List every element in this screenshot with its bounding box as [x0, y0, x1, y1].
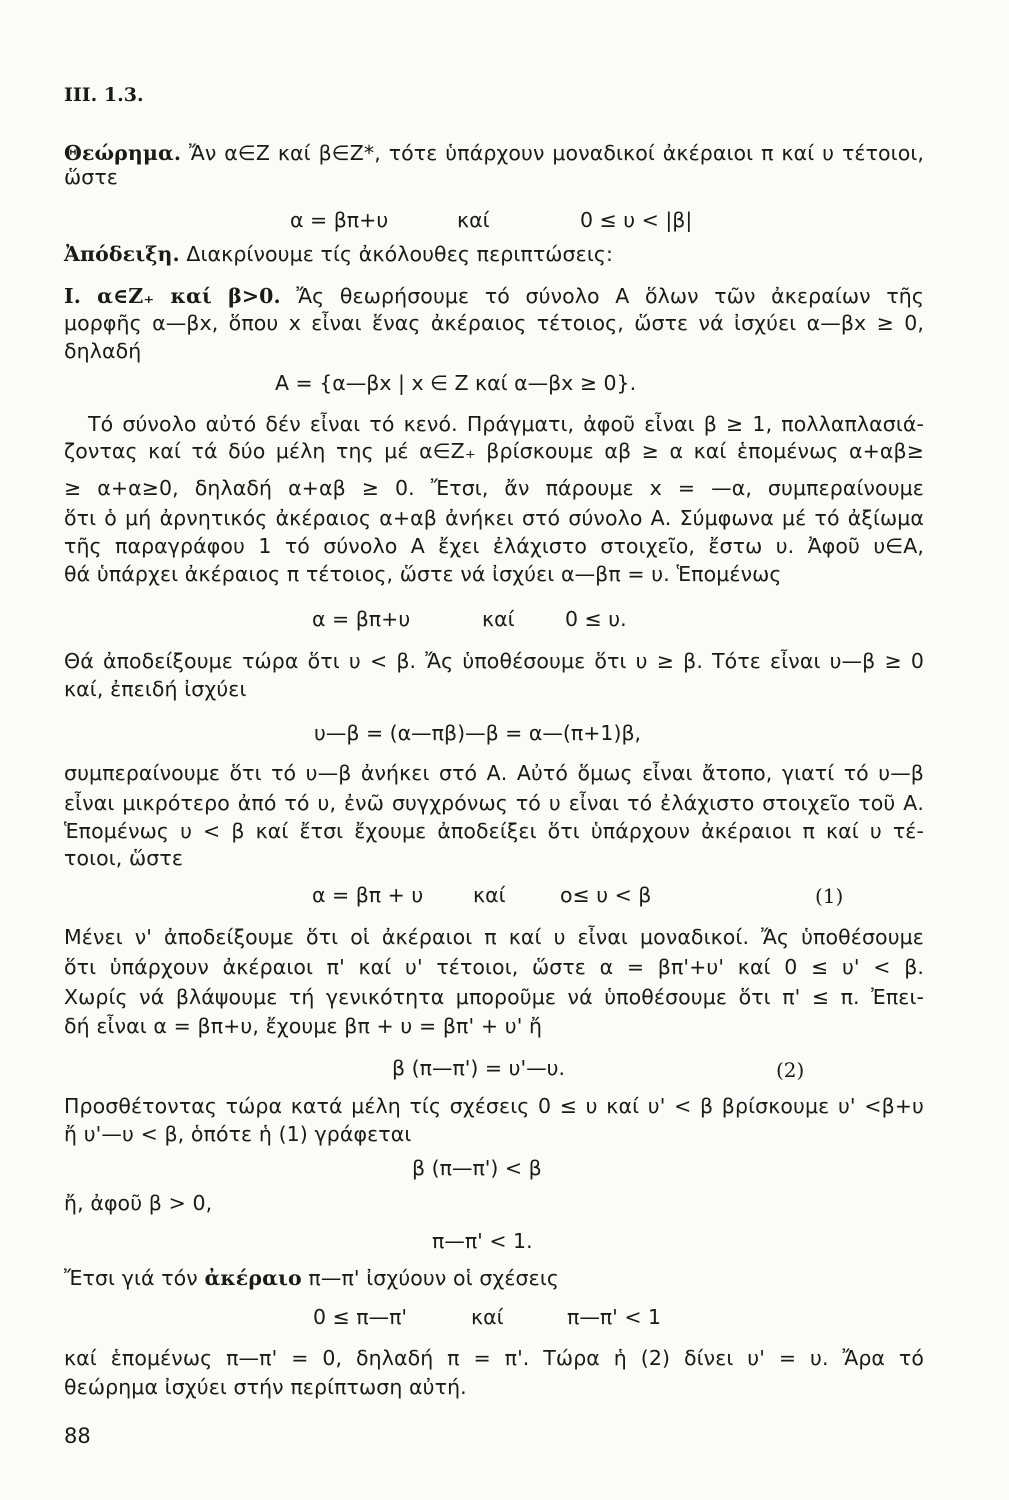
p4-line-2: ὅτι ὑπάρχουν ἀκέραιοι π' καί υ' τέτοιοι, ὥστε α = βπ'+υ' καί 0 ≤ υ' < β.: [64, 955, 924, 979]
set-definition: Α = {α—βx | x ∈ Z καί α—βx ≥ 0}.: [275, 371, 637, 395]
p3-line-3: Ἑπομένως υ < β καί ἔτσι ἔχουμε ἀποδείξει ὅτι ὑπάρχουν ἀκέραιοι π καί υ τέ-: [64, 819, 924, 843]
proof-intro: Ἀπόδειξη. Διακρίνουμε τίς ἀκόλουθες περιπτώσεις:: [64, 242, 614, 266]
equation-5: β (π—π') = υ'—υ.: [392, 1056, 565, 1080]
equation-7: π—π' < 1.: [432, 1229, 533, 1253]
theorem-equation-kai: καί: [457, 208, 490, 232]
theorem-line-1: Θεώρημα. Ἄν α∈Z καί β∈Z*, τότε ὑπάρχουν μοναδικοί ἀκέραιοι π καί υ τέτοιοι,: [64, 141, 924, 165]
p1-line-1: Τό σύνολο αὐτό δέν εἶναι τό κενό. Πράγματι, ἀφοῦ εἶναι β ≥ 1, πολλαπλασιά-: [88, 412, 924, 436]
equation-4-right: ο≤ υ < β: [560, 883, 652, 907]
proof-label: Ἀπόδειξη.: [64, 242, 180, 266]
equation-8-left: 0 ≤ π—π': [313, 1305, 408, 1329]
p4-line-1: Μένει ν' ἀποδείξουμε ὅτι οἱ ἀκέραιοι π καί υ εἶναι μοναδικοί. Ἄς ὑποθέσουμε: [64, 925, 924, 949]
p1-line-3: ≥ α+α≥0, δηλαδή α+αβ ≥ 0. Ἔτσι, ἄν πάρουμε x = —α, συμπεραίνουμε: [64, 476, 924, 500]
case1-line-2: μορφῆς α—βx, ὅπου x εἶναι ἕνας ἀκέραιος τέτοιος, ὥστε νά ἰσχύει α—βx ≥ 0,: [64, 311, 924, 335]
section-heading: III. 1.3.: [64, 84, 144, 106]
page-number: 88: [64, 1424, 91, 1448]
p5-line-2: ἤ υ'—υ < β, ὁπότε ἡ (1) γράφεται: [64, 1122, 412, 1146]
equation-2-left: α = βπ+υ: [312, 607, 411, 631]
theorem-line-2: ὥστε: [64, 165, 118, 189]
equation-number-2: (2): [776, 1058, 805, 1082]
equation-number-1: (1): [815, 884, 844, 908]
equation-4-kai: καί: [473, 883, 506, 907]
theorem-equation-left: α = βπ+υ: [290, 208, 389, 232]
equation-2-right: 0 ≤ υ.: [565, 607, 627, 631]
equation-4-left: α = βπ + υ: [312, 883, 424, 907]
p8-line-2: θεώρημα ἰσχύει στήν περίπτωση αὐτή.: [64, 1375, 467, 1399]
theorem-label: Θεώρημα.: [64, 141, 182, 165]
theorem-equation-right: 0 ≤ υ < |β|: [580, 208, 693, 232]
case1-line-3: δηλαδή: [64, 339, 142, 363]
p1-line-2: ζοντας καί τά δύο μέλη της μέ α∈Z₊ βρίσκουμε αβ ≥ α καί ἑπομένως α+αβ≥: [64, 439, 924, 463]
p1-line-4: ὅτι ὁ μή ἀρνητικός ἀκέραιος α+αβ ἀνήκει στό σύνολο Α. Σύμφωνα μέ τό ἀξίωμα: [64, 506, 924, 530]
p2-line-2: καί, ἐπειδή ἰσχύει: [64, 677, 247, 701]
p1-line-5: τῆς παραγράφου 1 τό σύνολο Α ἔχει ἐλάχιστο στοιχεῖο, ἔστω υ. Ἀφοῦ υ∈Α,: [64, 534, 924, 558]
p8-line-1: καί ἑπομένως π—π' = 0, δηλαδή π = π'. Τώρα ἡ (2) δίνει υ' = υ. Ἄρα τό: [64, 1346, 924, 1370]
p7-line: Ἔτσι γιά τόν ἀκέραιο π—π' ἰσχύουν οἱ σχέσεις: [64, 1266, 559, 1290]
p4-line-3: Χωρίς νά βλάψουμε τή γενικότητα μποροῦμε νά ὑποθέσουμε ὅτι π' ≤ π. Ἐπει-: [64, 985, 924, 1009]
p5-line-1: Προσθέτοντας τώρα κατά μέλη τίς σχέσεις 0 ≤ υ καί υ' < β βρίσκουμε υ' <β+υ: [64, 1094, 924, 1118]
equation-3: υ—β = (α—πβ)—β = α—(π+1)β,: [314, 721, 642, 745]
p6-line: ἤ, ἀφοῦ β > 0,: [64, 1191, 213, 1215]
case1-line-1: I. α∈Z₊ καί β>0. Ἄς θεωρήσουμε τό σύνολο Α ὅλων τῶν ἀκεραίων τῆς: [64, 284, 924, 308]
p4-line-4: δή εἶναι α = βπ+υ, ἔχουμε βπ + υ = βπ' + υ' ἤ: [64, 1014, 543, 1038]
p3-line-2: εἶναι μικρότερο ἀπό τό υ, ἐνῶ συγχρόνως τό υ εἶναι τό ἐλάχιστο στοιχεῖο τοῦ Α.: [64, 791, 924, 815]
equation-6: β (π—π') < β: [412, 1156, 542, 1180]
case1-label: I. α∈Z₊ καί β>0.: [64, 284, 281, 308]
equation-2-kai: καί: [482, 607, 515, 631]
p3-line-4: τοιοι, ὥστε: [64, 846, 184, 870]
equation-8-right: π—π' < 1: [567, 1305, 662, 1329]
p3-line-1: συμπεραίνουμε ὅτι τό υ—β ἀνήκει στό Α. Αὐτό ὅμως εἶναι ἄτοπο, γιατί τό υ—β: [64, 761, 924, 785]
emphasis-akeraio: ἀκέραιο: [204, 1266, 302, 1290]
p2-line-1: Θά ἀποδείξουμε τώρα ὅτι υ < β. Ἄς ὑποθέσουμε ὅτι υ ≥ β. Τότε εἶναι υ—β ≥ 0: [64, 649, 924, 673]
p1-line-6: θά ὑπάρχει ἀκέραιος π τέτοιος, ὥστε νά ἰσχύει α—βπ = υ. Ἑπομένως: [64, 562, 782, 586]
equation-8-kai: καί: [471, 1305, 504, 1329]
